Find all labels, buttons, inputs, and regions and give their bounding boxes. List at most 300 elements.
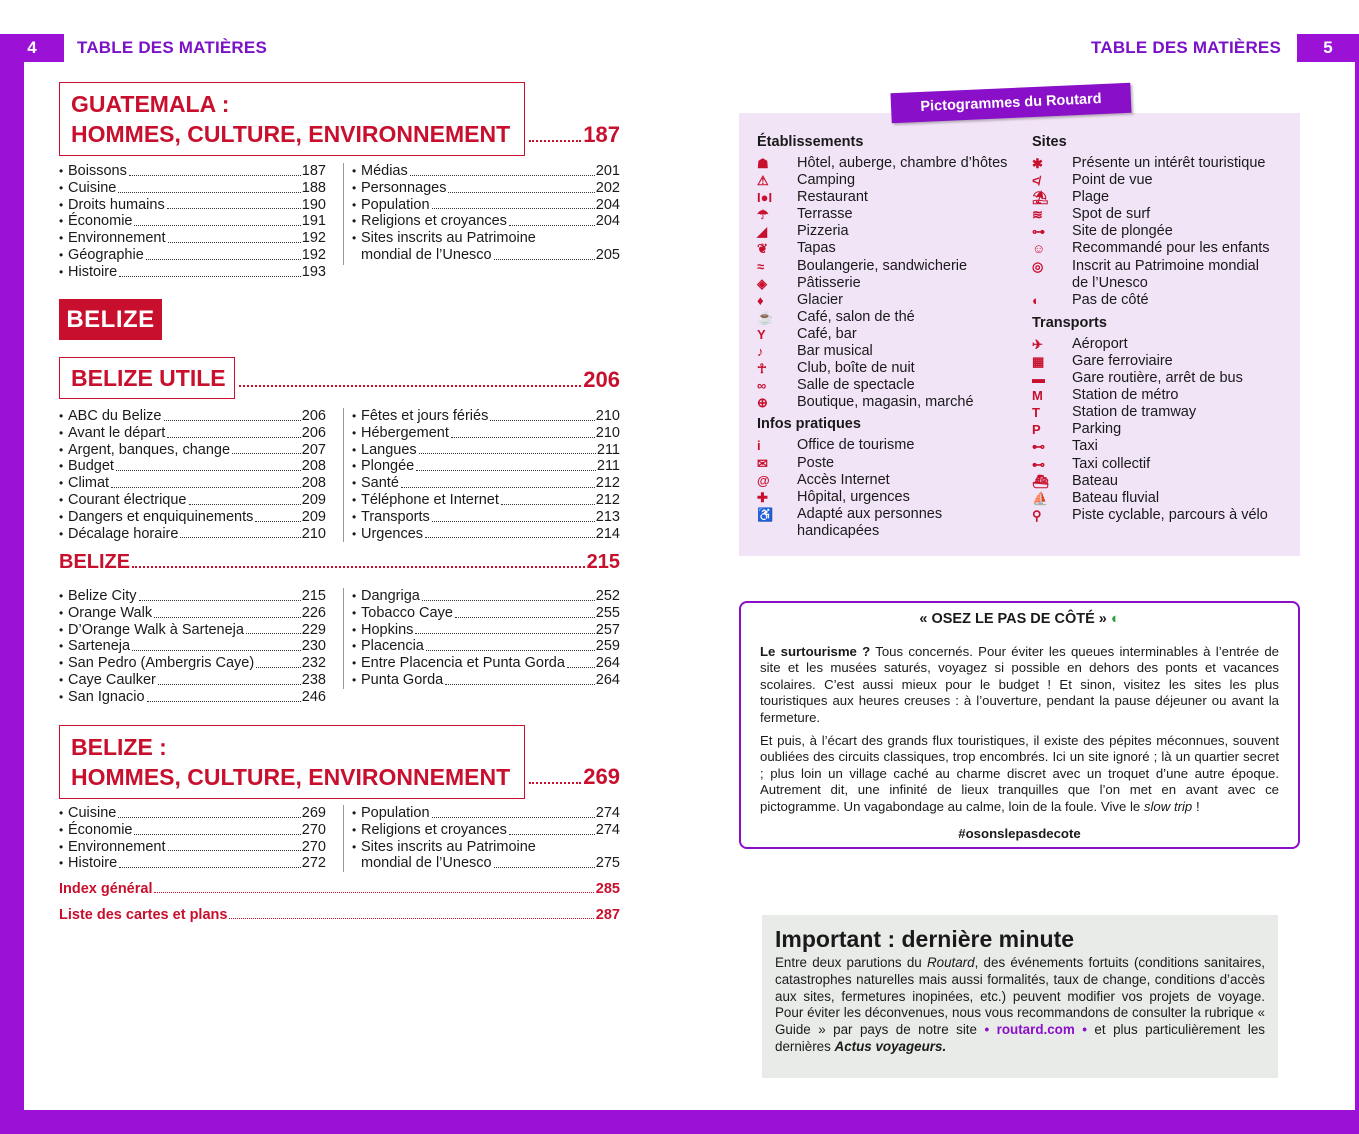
- toc-entry[interactable]: [352, 622, 620, 639]
- taxi-icon: ⊷: [1032, 439, 1045, 455]
- at-icon: @: [757, 472, 770, 488]
- pictogram-row: [757, 172, 1027, 189]
- pictogram-row: [757, 309, 1027, 326]
- page-number-left: 4: [0, 34, 64, 62]
- toc-entry-title: Boissons: [68, 163, 127, 179]
- running-head-left: TABLE DES MATIÈRES: [77, 38, 267, 57]
- bullet-icon: •: [352, 180, 357, 195]
- toc-entry[interactable]: [59, 180, 326, 197]
- bullet-icon: •: [352, 492, 357, 507]
- toc-entry[interactable]: [352, 588, 620, 605]
- pictogram-row: [757, 489, 1027, 506]
- bullet-icon: •: [352, 639, 357, 654]
- dot-leader: [490, 420, 594, 421]
- toc-entry[interactable]: [59, 839, 326, 856]
- dot-leader: [134, 834, 300, 835]
- important-t3: et plus particulièrement les dernières: [775, 1022, 1265, 1054]
- toc-entry-title: Courant électrique: [68, 491, 187, 508]
- pictogram-row: [757, 275, 1027, 292]
- toc-column-belize-hce-1: [59, 805, 326, 872]
- pictogram-label: Aéroport: [1072, 335, 1128, 352]
- toc-entry-page: 232: [301, 655, 326, 672]
- toc-entry-page: 207: [301, 441, 326, 458]
- toc-entry[interactable]: [352, 247, 620, 264]
- pictogram-label: handicapées: [797, 522, 880, 539]
- pictogram-label: Piste cyclable, parcours à vélo: [1072, 506, 1268, 523]
- toc-entry[interactable]: [59, 855, 326, 872]
- pictogram-row: [757, 506, 1027, 523]
- toc-entry[interactable]: [59, 672, 326, 689]
- section-leader-guatemala: [527, 122, 620, 148]
- toc-entry-page: 206: [301, 408, 326, 424]
- dot-leader: [116, 470, 301, 471]
- parking-icon: P: [1032, 422, 1041, 438]
- section-page-guatemala: 187: [583, 122, 620, 147]
- osez-paragraph-1: [760, 644, 1279, 727]
- pictogram-row: [757, 437, 1027, 454]
- bullet-icon: •: [59, 425, 64, 440]
- toc-entry-page: 192: [301, 230, 326, 247]
- toc-entry[interactable]: [352, 605, 620, 622]
- bullet-icon: •: [59, 509, 64, 524]
- section-title-belize: BELIZE: [59, 551, 131, 573]
- toc-entry-title: Budget: [68, 458, 114, 475]
- pictograms-heading-transports: Transports: [1032, 314, 1107, 331]
- toc-entry-title: Hébergement: [361, 424, 449, 441]
- bullet-icon: •: [59, 839, 64, 854]
- toc-entry[interactable]: [352, 425, 620, 442]
- toc-entry-title: Dangriga: [361, 588, 420, 604]
- toc-entry-page: 226: [301, 604, 326, 621]
- part-tag-belize: BELIZE: [59, 299, 162, 340]
- bullet-icon: •: [352, 589, 357, 603]
- pictogram-label: Station de tramway: [1072, 404, 1197, 421]
- toc-entry-title: mondial de l’Unesco: [361, 246, 492, 263]
- pictogram-label: Hôtel, auberge, chambre d’hôtes: [797, 155, 1008, 171]
- pictogram-label: Adapté aux personnes: [797, 505, 943, 522]
- toc-entry-page: 229: [301, 621, 326, 638]
- toc-entry-title: Histoire: [68, 855, 118, 872]
- pictogram-row: [1032, 292, 1297, 309]
- dot-leader: [432, 521, 595, 522]
- bullet-icon: •: [352, 622, 357, 637]
- toc-entry-title: Téléphone et Internet: [361, 491, 499, 508]
- osez-pas-de-cote-box: [739, 601, 1300, 849]
- bullet-icon: •: [59, 197, 64, 212]
- pictogram-label: Point de vue: [1072, 172, 1153, 189]
- toc-entry-title: Économie: [68, 821, 133, 838]
- toc-entry-page: 255: [595, 604, 620, 621]
- toc-entry-title: Entre Placencia et Punta Gorda: [361, 655, 565, 672]
- dot-leader: [246, 633, 301, 634]
- bullet-icon: •: [352, 197, 357, 212]
- toc-entry[interactable]: [59, 509, 326, 526]
- pictogram-label: Site de plongée: [1072, 223, 1173, 240]
- children-icon: ☺: [1032, 241, 1046, 257]
- section-page-belize: 215: [586, 551, 620, 573]
- pictogram-label: Station de métro: [1072, 387, 1179, 404]
- pictogram-row: [757, 326, 1027, 343]
- bullet-icon: •: [352, 231, 357, 246]
- pictogram-row: [757, 223, 1027, 240]
- toc-entry-page: 214: [595, 525, 620, 542]
- important-t2: , des événements fortuits (conditions sanitaires, catastrophes naturelles mais aussi formalités, taux de change, conditions d’accès aux sites, fermetures inopinées, etc.) peuvent modifier vos projets de voyage. Pour éviter les déconvenues, nous vous recommandons de consulter la rubrique « Guide » par pays de notre site: [775, 955, 1265, 1038]
- osez-paragraph-2: [760, 733, 1279, 816]
- bullet-icon: •: [352, 459, 357, 474]
- toc-entry-page: 259: [595, 638, 620, 655]
- music-note-icon: ♪: [757, 344, 764, 360]
- toc-entry[interactable]: [59, 197, 326, 214]
- toc-entry-title: Cuisine: [68, 805, 117, 821]
- toc-entry[interactable]: [352, 197, 620, 214]
- bullet-icon: •: [59, 264, 64, 279]
- toc-entry-title: Urgences: [361, 525, 424, 542]
- toc-entry-title: Cuisine: [68, 179, 117, 196]
- toc-entry[interactable]: [352, 509, 620, 526]
- bullet-icon: •: [59, 856, 64, 871]
- toc-index-general[interactable]: [59, 881, 620, 897]
- bullet-icon: •: [59, 605, 64, 620]
- pictogram-row: [757, 206, 1027, 223]
- dot-leader: [167, 208, 301, 209]
- toc-entry[interactable]: [59, 492, 326, 509]
- pictograms-banner: Pictogrammes du Routard: [890, 83, 1131, 123]
- toc-entry-title: Caye Caulker: [68, 671, 156, 688]
- bullet-icon: •: [352, 425, 357, 440]
- bullet-icon: •: [59, 492, 64, 507]
- pictogram-label: Salle de spectacle: [797, 377, 915, 394]
- pictogram-label: Présente un intérêt touristique: [1072, 155, 1266, 171]
- toc-entry-title: Géographie: [68, 246, 144, 263]
- boat-icon: ⛴: [1032, 473, 1049, 489]
- pictogram-label: Boutique, magasin, marché: [797, 394, 974, 411]
- dot-leader: [494, 259, 595, 260]
- dot-leader: [129, 175, 301, 176]
- toc-entry-title: Droits humains: [68, 196, 165, 213]
- toc-entry-page: 212: [595, 491, 620, 508]
- osez-hashtag: #osonslepasdecote: [958, 825, 1081, 841]
- toc-entry[interactable]: [59, 425, 326, 442]
- bullet-icon: •: [59, 689, 64, 704]
- pictogram-label: Plage: [1072, 189, 1110, 206]
- dot-leader: [426, 650, 595, 651]
- toc-entry-title: Langues: [361, 441, 417, 458]
- dot-leader: [448, 192, 594, 193]
- side-step-icon: ◐: [1110, 611, 1120, 627]
- toc-entry[interactable]: [59, 475, 326, 492]
- pictogram-label: Gare routière, arrêt de bus: [1072, 370, 1243, 387]
- toc-index-page: 285: [595, 881, 620, 897]
- pictogram-row: [757, 292, 1027, 309]
- bullet-icon: •: [352, 509, 357, 524]
- pictogram-label: Tapas: [797, 240, 836, 257]
- toc-entry[interactable]: [352, 492, 620, 509]
- toc-entry[interactable]: [59, 442, 326, 459]
- toc-entry-title: Tobacco Caye: [361, 604, 453, 621]
- bullet-icon: •: [352, 806, 357, 820]
- bullet-icon: •: [352, 672, 357, 687]
- toc-entry[interactable]: [352, 855, 620, 872]
- wheelchair-icon: ♿: [757, 506, 774, 522]
- toc-entry[interactable]: [352, 442, 620, 459]
- pictogram-label: Club, boîte de nuit: [797, 360, 915, 377]
- toc-entry[interactable]: [352, 839, 620, 856]
- toc-entry[interactable]: [352, 458, 620, 475]
- dot-leader: [139, 600, 301, 601]
- baguette-icon: ≈: [757, 258, 765, 274]
- toc-entry-title: Population: [361, 805, 430, 821]
- pictogram-row: [757, 394, 1027, 411]
- section-title-belize-utile: [59, 357, 235, 399]
- tram-icon: T: [1032, 405, 1040, 421]
- toc-entry-title: mondial de l’Unesco: [361, 855, 492, 872]
- pictograms-heading-sites: Sites: [1032, 134, 1067, 150]
- pictogram-row: [1032, 206, 1297, 223]
- dot-leader: [509, 225, 595, 226]
- pictogram-row: [1032, 507, 1297, 524]
- toc-entry-title: Médias: [361, 163, 408, 179]
- dot-leader: [180, 537, 300, 538]
- toc-entry-page: 204: [595, 213, 620, 230]
- toc-entry-page: 204: [595, 196, 620, 213]
- pictograms-list-transports: [1032, 336, 1297, 524]
- toc-entry-title: San Pedro (Ambergris Caye): [68, 655, 255, 672]
- pictogram-row: [1032, 404, 1297, 421]
- toc-entry[interactable]: [59, 822, 326, 839]
- toc-entry[interactable]: [352, 638, 620, 655]
- toc-entry-page: 272: [301, 855, 326, 872]
- pictogram-row: [1032, 258, 1297, 275]
- toc-entry[interactable]: [59, 230, 326, 247]
- toc-entry[interactable]: [352, 805, 620, 822]
- toc-entry-title: San Ignacio: [68, 688, 145, 705]
- pictogram-row: [757, 377, 1027, 394]
- toc-entry-page: 246: [301, 688, 326, 705]
- pictograms-list-etablissements: [757, 155, 1027, 411]
- toc-entry[interactable]: [59, 689, 326, 706]
- section-leader-belize-hce: [527, 764, 620, 790]
- pictogram-label: Hôpital, urgences: [797, 488, 910, 505]
- cup-icon: ☕: [757, 309, 774, 325]
- section-title-line1: BELIZE :: [71, 734, 167, 760]
- bullet-icon: •: [59, 672, 64, 687]
- pictogram-label: Restaurant: [797, 189, 868, 206]
- dot-leader: [119, 276, 301, 277]
- pictogram-label: Parking: [1072, 421, 1122, 438]
- bullet-icon: •: [352, 605, 357, 620]
- pictogram-label: Gare ferroviaire: [1072, 352, 1173, 369]
- dot-leader: [494, 867, 595, 868]
- toc-column-guatemala-2: [343, 163, 620, 265]
- toc-entry-page: 213: [595, 508, 620, 525]
- running-head-right: TABLE DES MATIÈRES: [1091, 38, 1281, 57]
- toc-entry-title: Environnement: [68, 230, 166, 247]
- beach-icon: ⛱: [1032, 190, 1049, 206]
- side-step-icon: ◐: [1032, 292, 1040, 308]
- toc-entry-title: Plongée: [361, 458, 415, 475]
- pictogram-label: Office de tourisme: [797, 437, 915, 454]
- pictogram-row: [1032, 421, 1297, 438]
- pizza-icon: ◢: [757, 224, 767, 240]
- toc-entry-title: Économie: [68, 213, 133, 230]
- toc-entry-page: 230: [301, 638, 326, 655]
- pictograms-column-right: [1032, 133, 1297, 524]
- toc-entry[interactable]: [352, 230, 620, 247]
- toc-entry-page: 191: [301, 213, 326, 230]
- pictograms-list-sites: [1032, 155, 1297, 309]
- dot-leader: [567, 667, 595, 668]
- toc-column-guatemala-1: [59, 163, 326, 281]
- toc-entry-page: 215: [301, 588, 326, 604]
- dot-leader: [415, 633, 594, 634]
- dot-leader: [147, 701, 301, 702]
- toc-entry-page: 188: [301, 179, 326, 196]
- pictogram-label: Glacier: [797, 291, 843, 308]
- pictogram-label: Bateau fluvial: [1072, 489, 1160, 506]
- toc-maps-page: 287: [595, 907, 620, 923]
- bullet-icon: •: [59, 476, 64, 491]
- toc-entry[interactable]: [59, 588, 326, 605]
- toc-entry-title: Punta Gorda: [361, 671, 444, 688]
- toc-entry-page: 211: [596, 441, 620, 458]
- toc-entry[interactable]: [59, 247, 326, 264]
- pictogram-row: [1032, 336, 1297, 353]
- dot-leader: [509, 834, 595, 835]
- pictogram-row: [757, 472, 1027, 489]
- toc-entry-title: Belize City: [68, 588, 137, 604]
- toc-entry-page: 202: [595, 179, 620, 196]
- bullet-icon: •: [352, 214, 357, 229]
- toc-entry[interactable]: [352, 672, 620, 689]
- dot-leader: [118, 192, 300, 193]
- toc-entry-page: 275: [595, 855, 620, 872]
- pictogram-label: Inscrit au Patrimoine mondial: [1072, 257, 1259, 274]
- important-title: Important : dernière minute: [775, 926, 1075, 952]
- toc-entry-page: 210: [595, 424, 620, 441]
- toc-entry[interactable]: [352, 822, 620, 839]
- pictogram-row: [1032, 387, 1297, 404]
- toc-entry[interactable]: [59, 805, 326, 822]
- dot-leader: [410, 175, 595, 176]
- toc-entry[interactable]: [59, 264, 326, 281]
- toc-entry[interactable]: [352, 213, 620, 230]
- toc-entry[interactable]: [59, 458, 326, 475]
- pictograms-list-infos: [757, 437, 1027, 540]
- pictogram-label: Pâtisserie: [797, 274, 861, 291]
- osez-p1-text: Tous concernés. Pour éviter les queues interminables à l’entrée de site et les musées saturés, voyagez si possible en dehors des ponts et vacances scolaires. C’est aussi mieux pour le budget ! Et sinon, visitez les sites les plus touristiques aux heures creuses : à l’ouverture, pendant la pause déjeuner ou avant la fermeture.: [760, 643, 1279, 725]
- dot-leader: [118, 817, 300, 818]
- bullet-icon: •: [59, 180, 64, 195]
- pictogram-row: [757, 189, 1027, 206]
- bullet-icon: •: [59, 214, 64, 229]
- toc-entry-title: Sites inscrits au Patrimoine: [361, 838, 536, 855]
- toc-entry-page: 209: [301, 491, 326, 508]
- toc-entry-title: Orange Walk: [68, 604, 153, 621]
- routard-link[interactable]: • routard.com •: [984, 1022, 1087, 1038]
- pictogram-row: [1032, 473, 1297, 490]
- plane-icon: ✈: [1032, 336, 1043, 352]
- pictogram-row: [1032, 189, 1297, 206]
- toc-entry[interactable]: [352, 475, 620, 492]
- bullet-icon: •: [59, 442, 64, 457]
- dot-leader: [422, 600, 595, 601]
- toc-entry[interactable]: [59, 638, 326, 655]
- toc-entry-title: Argent, banques, change: [68, 441, 231, 458]
- toc-entry[interactable]: [352, 526, 620, 543]
- bullet-icon: •: [59, 806, 64, 820]
- pictogram-label: de l’Unesco: [1072, 274, 1148, 291]
- section-title-line1: GUATEMALA :: [71, 91, 230, 117]
- dot-leader: [111, 487, 301, 488]
- toc-column-belize-utile-2: [343, 408, 620, 542]
- toc-entry[interactable]: [352, 163, 620, 180]
- pictograms-column-left: [757, 133, 1027, 540]
- osez-p2-italic: slow trip: [1143, 798, 1193, 814]
- page-number-right: 5: [1297, 34, 1359, 62]
- toc-entry-title: Population: [361, 196, 430, 213]
- dot-leader: [501, 504, 595, 505]
- pictogram-row: [757, 360, 1027, 377]
- toc-entry-title: ABC du Belize: [68, 408, 162, 424]
- pictogram-row: [757, 258, 1027, 275]
- bullet-icon: •: [352, 526, 357, 541]
- toc-entry[interactable]: [352, 408, 620, 425]
- bullet-icon: •: [59, 164, 64, 178]
- toc-entry[interactable]: [59, 526, 326, 543]
- bullet-icon: •: [352, 442, 357, 457]
- dot-leader: [154, 617, 301, 618]
- toc-entry[interactable]: [59, 213, 326, 230]
- toc-index-label: Index général: [59, 881, 153, 897]
- toc-entry[interactable]: [59, 622, 326, 639]
- envelope-icon: ✉: [757, 455, 768, 471]
- toc-maps-list[interactable]: [59, 907, 620, 923]
- pictogram-label: Poste: [797, 454, 835, 471]
- diving-icon: ⊶: [1032, 224, 1045, 240]
- toc-entry-title: Personnages: [361, 179, 447, 196]
- toc-entry[interactable]: [59, 408, 326, 425]
- pictogram-label: Recommandé pour les enfants: [1072, 240, 1270, 257]
- surf-icon: ≋: [1032, 207, 1043, 223]
- toc-entry-title: Dangers et enquiquinements: [68, 508, 254, 525]
- toc-entry-title: Décalage horaire: [68, 525, 179, 542]
- toc-entry-title: Sarteneja: [68, 638, 131, 655]
- pictogram-row: [1032, 240, 1297, 257]
- toc-entry[interactable]: [59, 163, 326, 180]
- toc-entry[interactable]: [352, 180, 620, 197]
- toc-entry[interactable]: [59, 655, 326, 672]
- toc-entry-page: 212: [595, 475, 620, 492]
- dot-leader: [425, 537, 595, 538]
- important-t1: Entre deux parutions du: [775, 955, 927, 970]
- toc-entry[interactable]: [59, 605, 326, 622]
- metro-icon: M: [1032, 388, 1043, 404]
- toc-entry-title: Histoire: [68, 263, 118, 280]
- star-interest-icon: ✱: [1032, 156, 1043, 171]
- pictogram-label: Camping: [797, 172, 856, 189]
- toc-maps-label: Liste des cartes et plans: [59, 907, 228, 923]
- toc-entry-page: 209: [301, 508, 326, 525]
- important-notice-box: [762, 915, 1278, 1078]
- dot-leader: [419, 453, 596, 454]
- shared-taxi-icon: ⊷: [1032, 456, 1045, 472]
- toc-entry-page: 210: [595, 408, 620, 424]
- pictogram-row: [1032, 490, 1297, 507]
- osez-title-text: « OSEZ LE PAS DE CÔTÉ »: [919, 611, 1107, 627]
- toc-entry[interactable]: [352, 655, 620, 672]
- pictogram-row: [1032, 438, 1297, 455]
- osez-title: [760, 611, 1279, 628]
